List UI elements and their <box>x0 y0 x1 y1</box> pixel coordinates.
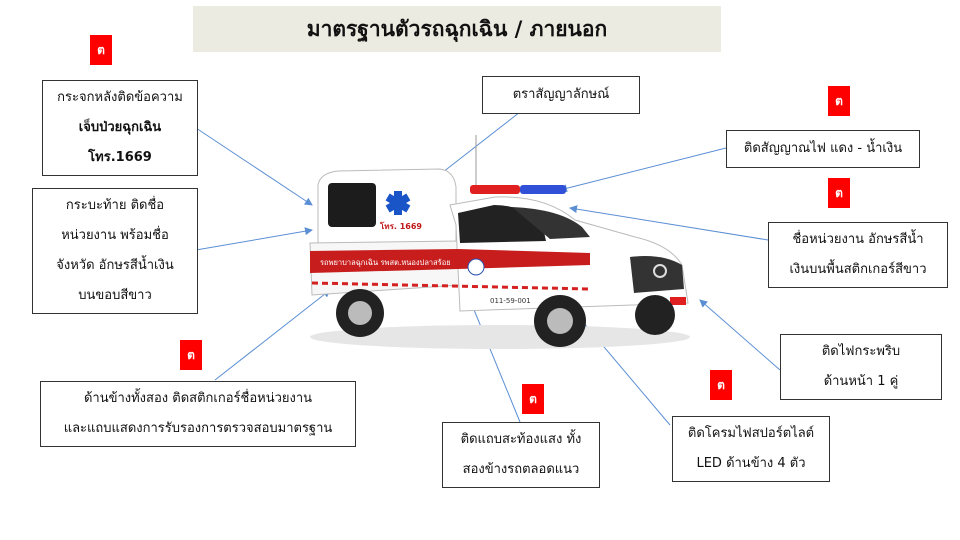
tag-spotlight: ต <box>710 370 732 400</box>
plate-number: 011-59-001 <box>490 297 531 305</box>
callout-sides: ด้านข้างทั้งสอง ติดสติกเกอร์ชื่อหน่วยงาน และแถบแสดงการรับรองการตรวจสอบมาตรฐาน <box>40 381 356 447</box>
blue-light <box>520 185 566 194</box>
callout-spotlight: ติดโครมไฟสปอร์ตไลต์ LED ด้านข้าง 4 ตัว <box>672 416 830 482</box>
callout-flash-front: ติดไฟกระพริบ ด้านหน้า 1 คู่ <box>780 334 942 400</box>
tag-rear-glass: ต <box>90 35 112 65</box>
tag-light-bar: ต <box>828 86 850 116</box>
page-title: มาตรฐานตัวรถฉุกเฉิน / ภายนอก <box>193 6 721 52</box>
agency-emblem <box>468 259 484 275</box>
ambulance-vehicle <box>290 125 710 355</box>
callout-light-bar: ติดสัญญาณไฟ แดง - น้ำเงิน <box>726 130 920 168</box>
front-flash-light <box>670 297 686 305</box>
door-text: โทร. 1669 <box>380 222 422 231</box>
callout-rear-glass: กระจกหลังติดข้อความ เจ็บป่วยฉุกเฉิน โทร.1669 <box>42 80 198 176</box>
arrow-flash-front <box>700 300 780 370</box>
tag-sides: ต <box>180 340 202 370</box>
callout-reflective: ติดแถบสะท้องแสง ทั้ง สองข้างรถตลอดแนว <box>442 422 600 488</box>
callout-tailgate: กระบะท้าย ติดชื่อ หน่วยงาน พร้อมชื่อ จังหวัด อักษรสีน้ำเงิน บนขอบสีขาว <box>32 188 198 314</box>
callout-emblem: ตราสัญญาลักษณ์ <box>482 76 640 114</box>
tag-reflective: ต <box>522 384 544 414</box>
side-stripe-text: รถพยาบาลฉุกเฉิน รพสต.หนองปลาสร้อย <box>320 258 451 267</box>
tag-agency-name: ต <box>828 178 850 208</box>
red-light <box>470 185 520 194</box>
rear-window <box>328 183 376 227</box>
callout-agency-name: ชื่อหน่วยงาน อักษรสีน้ำ เงินบนพื้นสติกเกอร์สีขาว <box>768 222 948 288</box>
